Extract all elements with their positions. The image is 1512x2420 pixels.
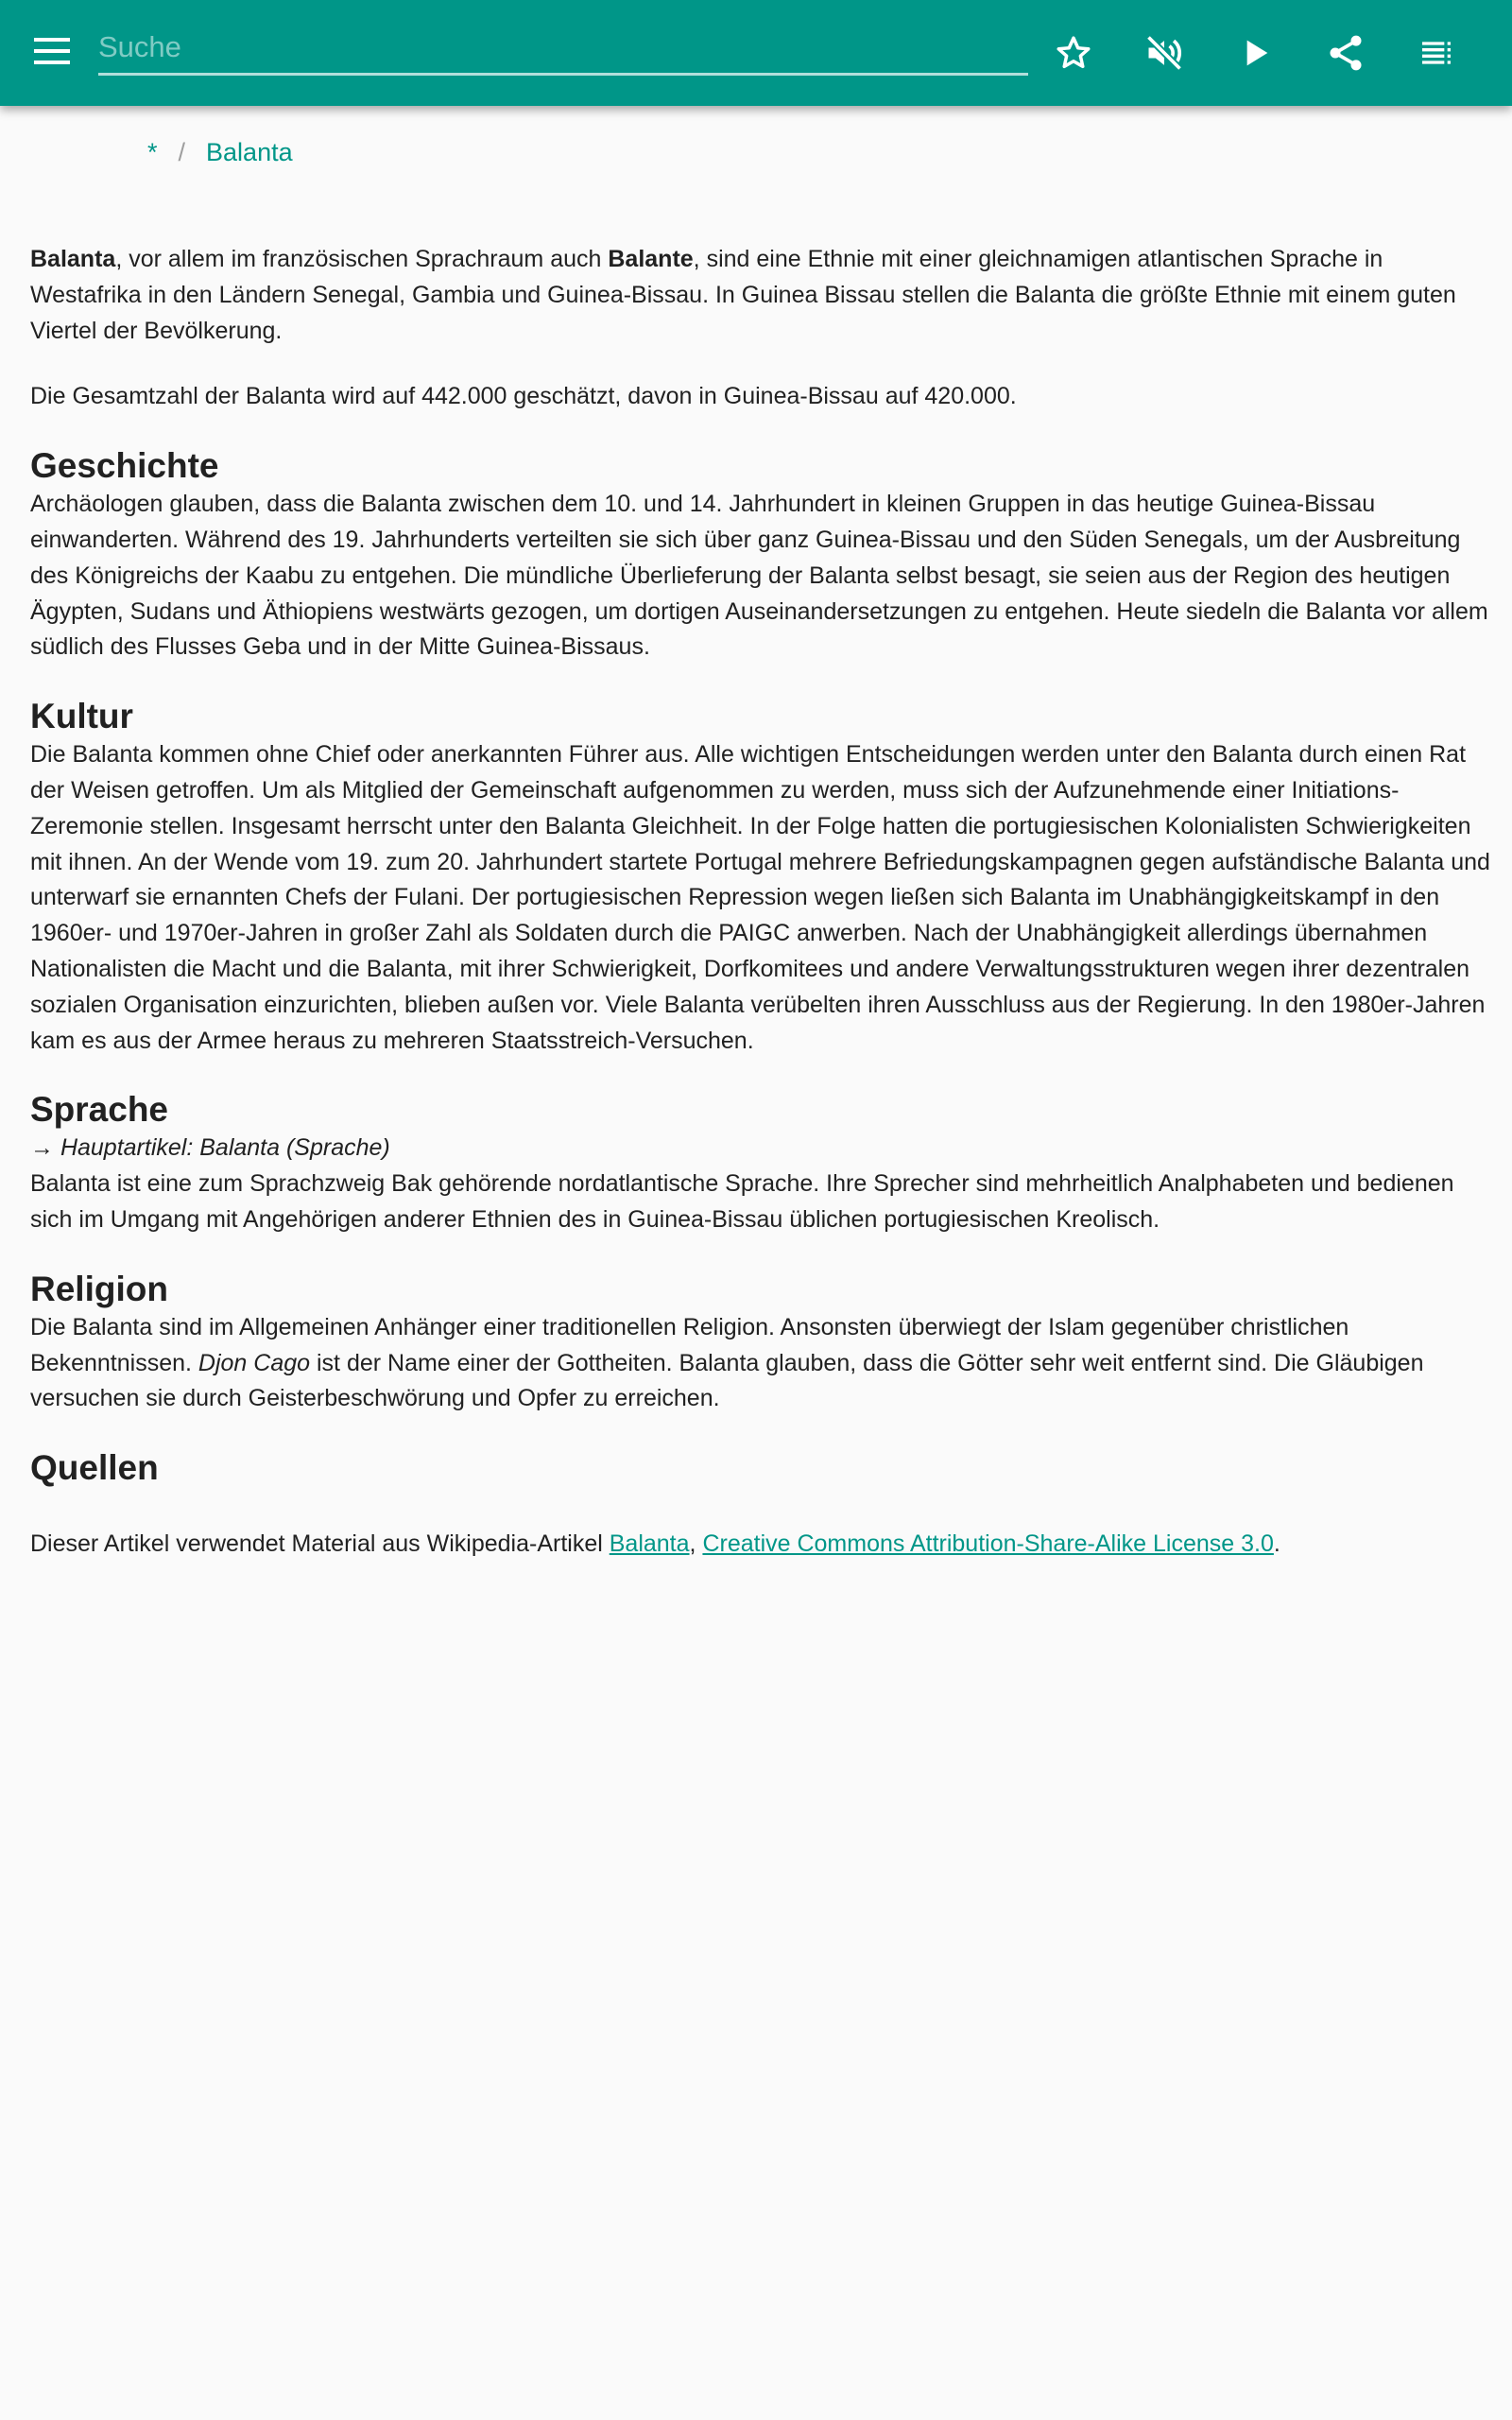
- breadcrumb-home[interactable]: *: [147, 138, 158, 166]
- text: ist der Name einer der Gottheiten. Balanta glauben, dass die Götter sehr weit entfernt sind. Die Gläubigen versuchen sie durch Geisterbeschwörung und Opfer zu erreichen.: [30, 1349, 1424, 1412]
- wikipedia-article-link[interactable]: Balanta: [609, 1530, 690, 1558]
- license-link[interactable]: Creative Commons Attribution-Share-Alike License 3.0: [702, 1530, 1274, 1558]
- heading-geschichte: Geschichte: [30, 446, 219, 486]
- text: , vor allem im französischen Sprachraum auch: [115, 246, 609, 272]
- toc-icon[interactable]: [1410, 26, 1463, 79]
- kultur-paragraph: Die Balanta kommen ohne Chief oder anerkannten Führer aus. Alle wichtigen Entscheidungen werden unter den Balanta durch einen Rat der Weisen getroffen. Um als Mitglied der Gemeinschaft aufgenommen zu werden, muss sich der Aufzunehmende einer Initiations-Zeremonie stellen. Insgesamt herrscht unter den Balanta Gleichheit. In der Folge hatten die portugiesischen Kolonialisten Schwierigkeiten mit ihnen. An der Wende vom 19. zum 20. Jahrhundert startete Portugal mehrere Befriedungskampagnen gegen aufständische Balanta und unterwarf sie ernannten Chefs der Fulani. Der portugiesischen Repression wegen ließen sich Balanta im Unabhängigkeitskampf in den 1960er- und 1970er-Jahren in großer Zahl als Soldaten durch die PAIGC anwerben. Nach der Unabhängigkeit allerdings übernahmen Nationalisten die Macht und die Balanta, mit ihrer Schwierigkeit, Dorfkomitees und andere Verwaltungsstrukturen wegen ihrer dezentralen sozialen Organisation einzurichten, blieben außen vor. Viele Balanta verübelten ihren Ausschluss aus der Regierung. In den 1980er-Jahren kam es aus der Armee heraus zu mehreren Staatsstreich-Versuchen.: [30, 741, 1490, 1054]
- breadcrumb-current[interactable]: Balanta: [206, 138, 293, 166]
- bold-term: Balanta: [30, 246, 116, 272]
- italic-term: Djon Cago: [198, 1349, 311, 1376]
- search-input[interactable]: [98, 21, 1028, 76]
- breadcrumb-separator: /: [178, 138, 186, 166]
- main-article-hint[interactable]: → Hauptartikel: Balanta (Sprache): [30, 1134, 390, 1162]
- volume-off-icon[interactable]: [1138, 26, 1191, 79]
- population-paragraph: Die Gesamtzahl der Balanta wird auf 442.000 geschätzt, davon in Guinea-Bissau auf 420.000.: [30, 383, 1017, 410]
- heading-religion: Religion: [30, 1269, 168, 1308]
- star-icon[interactable]: [1047, 26, 1100, 79]
- heading-kultur: Kultur: [30, 697, 133, 736]
- menu-icon[interactable]: [34, 38, 70, 66]
- religion-paragraph: [30, 1310, 1490, 1417]
- play-icon[interactable]: [1228, 26, 1281, 79]
- share-icon[interactable]: [1319, 26, 1372, 79]
- text: .: [1273, 1530, 1280, 1558]
- top-app-bar: [0, 0, 1512, 106]
- text: Dieser Artikel verwendet Material aus Wikipedia-Artikel: [30, 1530, 610, 1558]
- quellen-paragraph: [30, 1527, 1490, 1563]
- text: , sind eine Ethnie mit einer gleichnamigen atlantischen Sprache in Westafrika in den Ländern Senegal, Gambia und Guinea-Bissau. In Guinea Bissau stellen die Balanta die größte Ethnie mit einem guten Viertel der Bevölkerung.: [30, 246, 1456, 344]
- heading-quellen: Quellen: [30, 1448, 159, 1488]
- article-content: [30, 242, 1490, 1593]
- text: ,: [689, 1530, 703, 1558]
- breadcrumb: [147, 138, 293, 167]
- bold-term: Balante: [608, 246, 694, 272]
- sprache-paragraph: Balanta ist eine zum Sprachzweig Bak gehörende nordatlantische Sprache. Ihre Sprecher sind mehrheitlich Analphabeten und bedienen sich im Umgang mit Angehörigen anderer Ethnien des in Guinea-Bissau üblichen portugiesischen Kreolisch.: [30, 1170, 1454, 1233]
- geschichte-paragraph: Archäologen glauben, dass die Balanta zwischen dem 10. und 14. Jahrhundert in kleinen Gruppen in das heutige Guinea-Bissau einwanderten. Während des 19. Jahrhunderts verteilten sie sich über ganz Guinea-Bissau und den Süden Senegals, um der Ausbreitung des Königreichs der Kaabu zu entgehen. Die mündliche Überlieferung der Balanta selbst besagt, sie seien aus der Region des heutigen Ägypten, Sudans und Äthiopiens westwärts gezogen, um dortigen Auseinandersetzungen zu entgehen. Heute siedeln die Balanta vor allem südlich des Flusses Geba und in der Mitte Guinea-Bissaus.: [30, 491, 1488, 661]
- heading-sprache: Sprache: [30, 1090, 169, 1130]
- text: Die Balanta sind im Allgemeinen Anhänger einer traditionellen Religion. Ansonsten überwiegt der Islam gegenüber christlichen Bekenntnissen.: [30, 1313, 1349, 1376]
- intro-paragraph: [30, 242, 1490, 349]
